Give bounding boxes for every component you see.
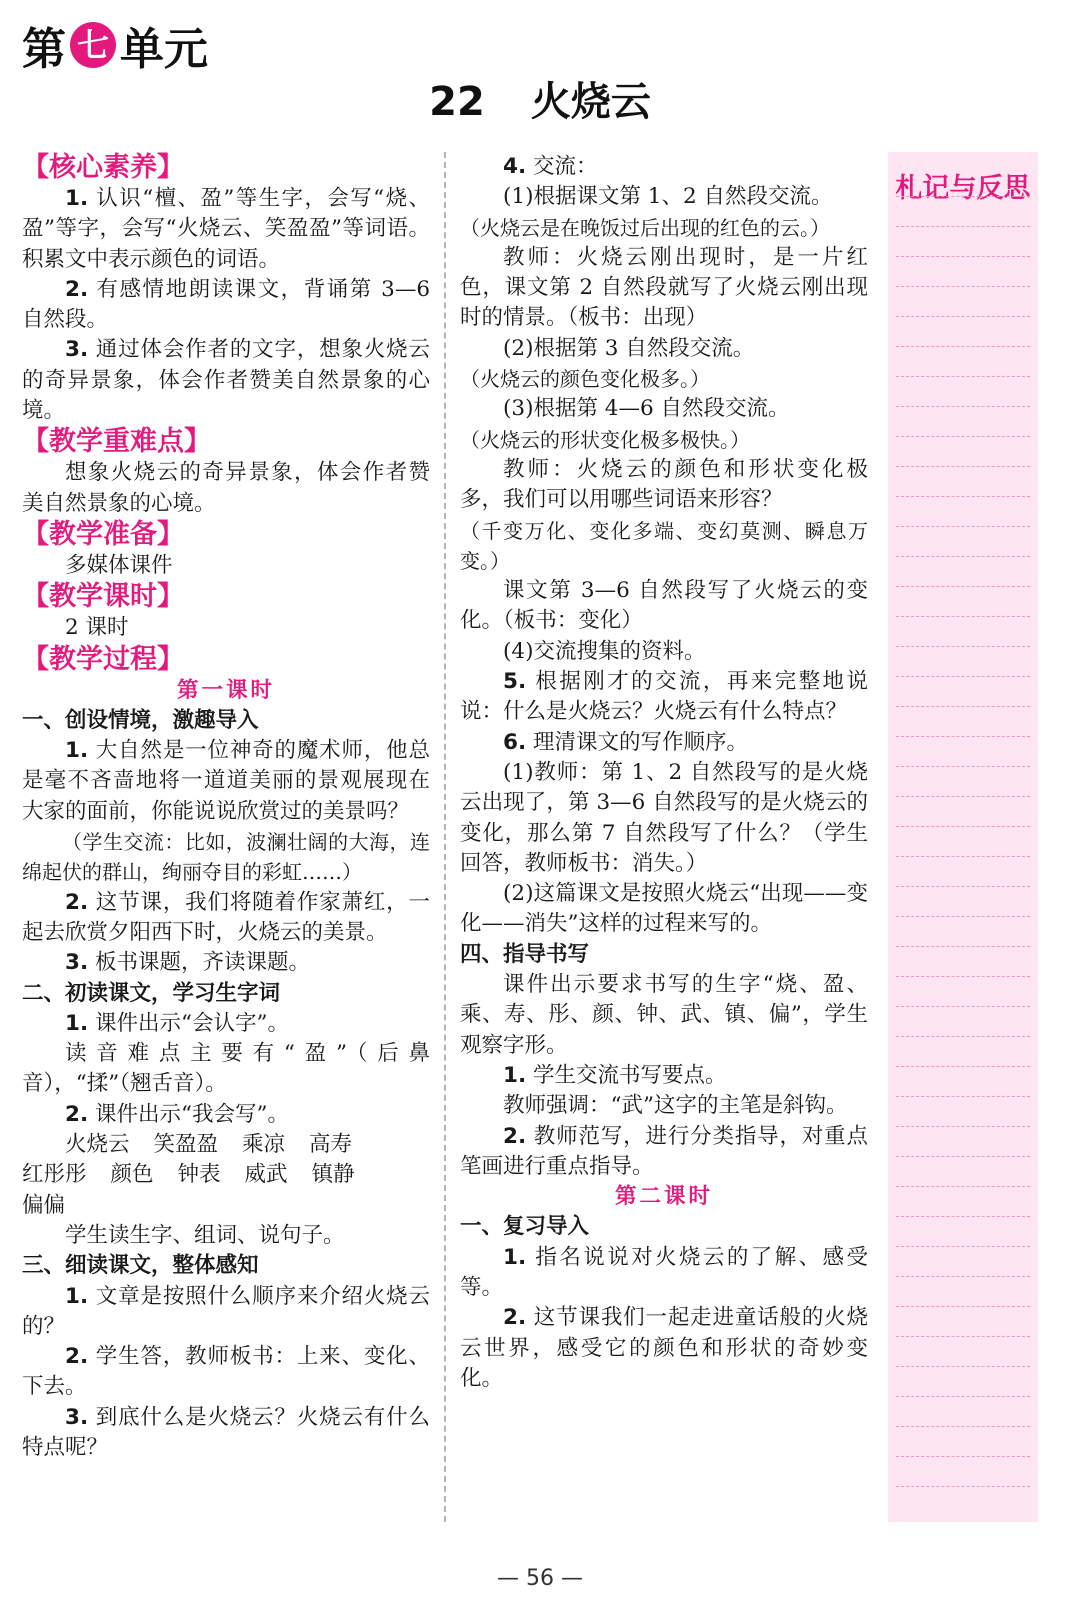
paragraph: 6. 理清课文的写作顺序。 (503, 729, 748, 755)
paragraph: 2. 课件出示“我会写”。 (65, 1101, 289, 1127)
section-heading: 【教学准备】 (22, 518, 184, 550)
paragraph: 想象火烧云的奇异景象，体会作者赞美自然景象的心境。 (22, 460, 430, 516)
paragraph: 1. 文章是按照什么顺序来介绍火烧云的？ (22, 1283, 430, 1339)
note-line (896, 1396, 1030, 1397)
note-line (896, 1456, 1030, 1457)
word-item: 威武 (244, 1162, 288, 1188)
note-line (896, 706, 1030, 707)
section-heading: 【教学课时】 (22, 581, 184, 613)
note-line (896, 406, 1030, 407)
paragraph: 5. 根据刚才的交流，再来完整地说说：什么是火烧云？火烧云有什么特点？ (460, 669, 868, 725)
note-line (896, 796, 1030, 797)
lesson-period-heading: 第二课时 (614, 1184, 713, 1210)
paragraph: 多媒体课件 (65, 552, 173, 578)
note-line (896, 646, 1030, 647)
note-line (896, 1216, 1030, 1217)
column-divider (444, 152, 446, 1522)
paragraph: (2)这篇课文是按照火烧云“出现——变化——消失”这样的过程来写的。 (460, 881, 868, 937)
note-line (896, 886, 1030, 887)
paragraph: 4. 交流： (503, 154, 598, 179)
paragraph: 读音难点主要有“盈”（后鼻音），“揉”（翘舌音）。 (22, 1041, 430, 1097)
section-heading: 【教学重难点】 (22, 426, 211, 458)
note-line (896, 1066, 1030, 1067)
note-line (896, 1036, 1030, 1037)
word-item: 乘凉 (242, 1132, 286, 1158)
note-line (896, 1186, 1030, 1187)
paragraph: 2. 这节课我们一起走进童话般的火烧云世界，感受它的颜色和形状的奇妙变化。 (460, 1305, 868, 1391)
note-line (896, 1366, 1030, 1367)
note-line (896, 526, 1030, 527)
word-item: 镇静 (311, 1162, 355, 1188)
subsection-heading: 二、初读课文，学习生字词 (22, 980, 281, 1006)
note-line (896, 676, 1030, 677)
paragraph: 教师：火烧云刚出现时，是一片红色，课文第 2 自然段就写了火烧云刚出现时的情景。（板书：出现） (460, 244, 868, 331)
paragraph: （千变万化、变化多端、变幻莫测、瞬息万变。） (460, 518, 868, 573)
paragraph: 2. 有感情地朗读课文，背诵第 3—6 自然段。 (22, 276, 430, 333)
lesson-title (0, 70, 1080, 127)
lesson-name: 火烧云 (530, 79, 651, 125)
word-item: 颜色 (110, 1162, 154, 1188)
word-item: 火烧云 (65, 1132, 130, 1158)
word-item: 红彤彤 (22, 1162, 87, 1188)
word-item: 笑盈盈 (153, 1132, 219, 1158)
paragraph: 3. 通过体会作者的文字，想象火烧云的奇异景象，体会作者赞美自然景象的心境。 (22, 337, 430, 424)
note-line (896, 586, 1030, 587)
note-line (896, 1096, 1030, 1097)
note-line (896, 1336, 1030, 1337)
paragraph: 3. 到底什么是火烧云？火烧云有什么特点呢？ (22, 1404, 430, 1460)
paragraph: (1)教师：第 1、2 自然段写的是火烧云出现了，第 3—6 自然段写的是火烧云的变化，那么第 7 自然段写了什么？（学生回答，教师板书：消失。） (460, 759, 868, 876)
note-line (896, 1306, 1030, 1307)
note-line (896, 976, 1030, 977)
note-line (896, 1126, 1030, 1127)
note-line (896, 826, 1030, 827)
note-line (896, 1426, 1030, 1427)
note-line (896, 256, 1030, 257)
subsection-heading: 四、指导书写 (460, 941, 590, 967)
note-line (896, 916, 1030, 917)
note-line (896, 1276, 1030, 1277)
paragraph: （火烧云是在晚饭过后出现的红色的云。） (460, 215, 830, 240)
middle-column (460, 152, 868, 1394)
paragraph: （火烧云的颜色变化极多。） (460, 367, 710, 392)
unit-suffix: 单元 (120, 24, 208, 75)
paragraph: 2. 教师范写，进行分类指导，对重点笔画进行重点指导。 (460, 1123, 868, 1179)
note-line (896, 286, 1030, 287)
note-line (896, 766, 1030, 767)
word-list-row (22, 1160, 430, 1190)
page-number: — 56 — (497, 1566, 583, 1591)
lesson-number: 22 (429, 79, 485, 125)
word-item: 高寿 (309, 1132, 353, 1158)
paragraph: 1. 大自然是一位神奇的魔术师，他总是毫不吝啬地将一道道美丽的景观展现在大家的面前，你能说说欣赏过的美景吗？ (22, 738, 430, 824)
unit-prefix: 第 (22, 24, 66, 75)
note-line (896, 1006, 1030, 1007)
note-line (896, 346, 1030, 347)
word-list-row (22, 1130, 430, 1160)
paragraph: (4)交流搜集的资料。 (503, 638, 706, 664)
note-line (896, 376, 1030, 377)
note-line (896, 226, 1030, 227)
paragraph: 教师强调：“武”这字的主笔是斜钩。 (503, 1093, 848, 1119)
word-list-row (22, 1191, 430, 1221)
paragraph: （学生交流：比如，波澜壮阔的大海，连绵起伏的群山，绚丽夺目的彩虹……） (22, 830, 430, 885)
note-line (896, 496, 1030, 497)
note-line (896, 196, 1030, 197)
paragraph: 2. 这节课，我们将随着作家萧红，一起去欣赏夕阳西下时，火烧云的美景。 (22, 889, 430, 945)
subsection-heading: 一、创设情境，激趣导入 (22, 707, 259, 733)
left-column (22, 152, 430, 1463)
note-line (896, 1486, 1030, 1487)
section-heading: 【核心素养】 (22, 152, 184, 183)
paragraph: 学生读生字、组词、说句子。 (65, 1222, 345, 1248)
paragraph: 1. 学生交流书写要点。 (503, 1062, 727, 1088)
paragraph: 2 课时 (65, 615, 129, 641)
subsection-heading: 一、复习导入 (460, 1214, 590, 1240)
subsection-heading: 三、细读课文，整体感知 (22, 1253, 259, 1279)
paragraph: （火烧云的形状变化极多极快。） (460, 427, 750, 452)
unit-heading (22, 18, 208, 75)
paragraph: 教师：火烧云的颜色和形状变化极多，我们可以用哪些词语来形容？ (460, 456, 868, 513)
paragraph: (1)根据课文第 1、2 自然段交流。 (503, 184, 833, 210)
paragraph: 课件出示要求书写的生字“烧、盈、乘、寿、彤、颜、钟、武、镇、偏”，学生观察字形。 (460, 972, 868, 1058)
note-line (896, 616, 1030, 617)
word-item: 钟表 (177, 1162, 221, 1188)
paragraph: 2. 学生答，教师板书：上来、变化、下去。 (22, 1344, 430, 1400)
paragraph: 课文第 3—6 自然段写了火烧云的变化。（板书：变化） (460, 578, 868, 634)
paragraph: 3. 板书课题，齐读课题。 (65, 950, 310, 976)
note-line (896, 856, 1030, 857)
paragraph: 1. 指名说说对火烧云的了解、感受等。 (460, 1244, 868, 1300)
notes-title: 札记与反思 (895, 173, 1031, 204)
note-line (896, 1246, 1030, 1247)
notes-sidebar (888, 152, 1038, 1522)
paragraph: 1. 课件出示“会认字”。 (65, 1010, 289, 1036)
note-line (896, 946, 1030, 947)
note-line (896, 556, 1030, 557)
note-line (896, 1156, 1030, 1157)
note-line (896, 466, 1030, 467)
paragraph: (3)根据第 4—6 自然段交流。 (503, 396, 790, 422)
paragraph: 1. 认识“檀、盈”等生字，会写“烧、盈”等字，会写“火烧云、笑盈盈”等词语。积累文中表示颜色的词语。 (22, 186, 430, 272)
note-line (896, 436, 1030, 437)
lesson-period-heading: 第一课时 (176, 677, 275, 703)
unit-number-badge: 七 (70, 22, 116, 68)
word-item: 偏偏 (22, 1192, 66, 1218)
section-heading: 【教学过程】 (22, 643, 184, 675)
note-line (896, 316, 1030, 317)
note-line (896, 736, 1030, 737)
paragraph: (2)根据第 3 自然段交流。 (503, 335, 755, 361)
